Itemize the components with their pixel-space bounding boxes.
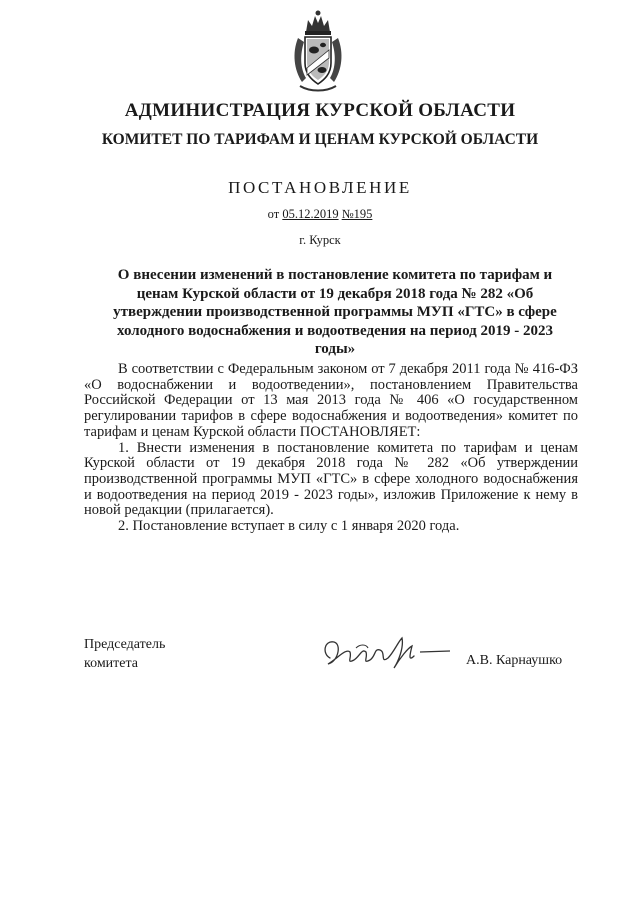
coat-of-arms-icon bbox=[290, 8, 346, 92]
position-line-2: комитета bbox=[84, 656, 139, 671]
preamble-paragraph: В соответствии с Федеральным законом от 7 декабря 2011 года № 416-ФЗ «О водоснабжении и водоотведении», постановлением Правительства Российской Федерации от 13 мая 2013 года № 406 «О государственном регулировании тарифов в сфере водоснабжения и водоотведения» комитет по тарифам и ценам Курской области ПОСТАНОВЛЯЕТ: bbox=[84, 361, 578, 440]
document-type: ПОСТАНОВЛЕНИЕ bbox=[228, 178, 412, 197]
document-date: 05.12.2019 bbox=[282, 207, 339, 221]
item-1-paragraph: 1. Внести изменения в постановление комитета по тарифам и ценам Курской области от 19 декабря 2018 года № 282 «Об утверждении производственной программы МУП «ГТС» в сфере холодного водоснабжения и водоотведения на период 2019 - 2023 годы», изложив Приложение к нему в новой редакции (прилагается). bbox=[84, 439, 578, 519]
document-number: №195 bbox=[341, 207, 373, 221]
document-body bbox=[84, 362, 578, 535]
document-city: г. Курск bbox=[299, 233, 341, 247]
administration-heading: АДМИНИСТРАЦИЯ КУРСКОЙ ОБЛАСТИ bbox=[124, 100, 516, 121]
position-line-1: Председатель bbox=[84, 637, 166, 652]
date-prefix: от bbox=[267, 207, 280, 221]
document-title: О внесении изменений в постановление комитета по тарифам и ценам Курской области от 19 декабря 2018 года № 282 «Об утверждении производственной программы МУП «ГТС» в сфере холодного водоснабжения и водоотведения на период 2019 - 2023 годы» bbox=[113, 267, 557, 357]
handwritten-signature-icon bbox=[316, 618, 452, 680]
committee-heading: КОМИТЕТ ПО ТАРИФАМ И ЦЕНАМ КУРСКОЙ ОБЛАСТИ bbox=[101, 131, 539, 148]
date-line bbox=[0, 207, 640, 222]
signatory-name: А.В. Карнаушко bbox=[466, 653, 563, 668]
signatory-position bbox=[84, 635, 165, 673]
item-2-paragraph: 2. Постановление вступает в силу с 1 января 2020 года. bbox=[118, 518, 460, 535]
